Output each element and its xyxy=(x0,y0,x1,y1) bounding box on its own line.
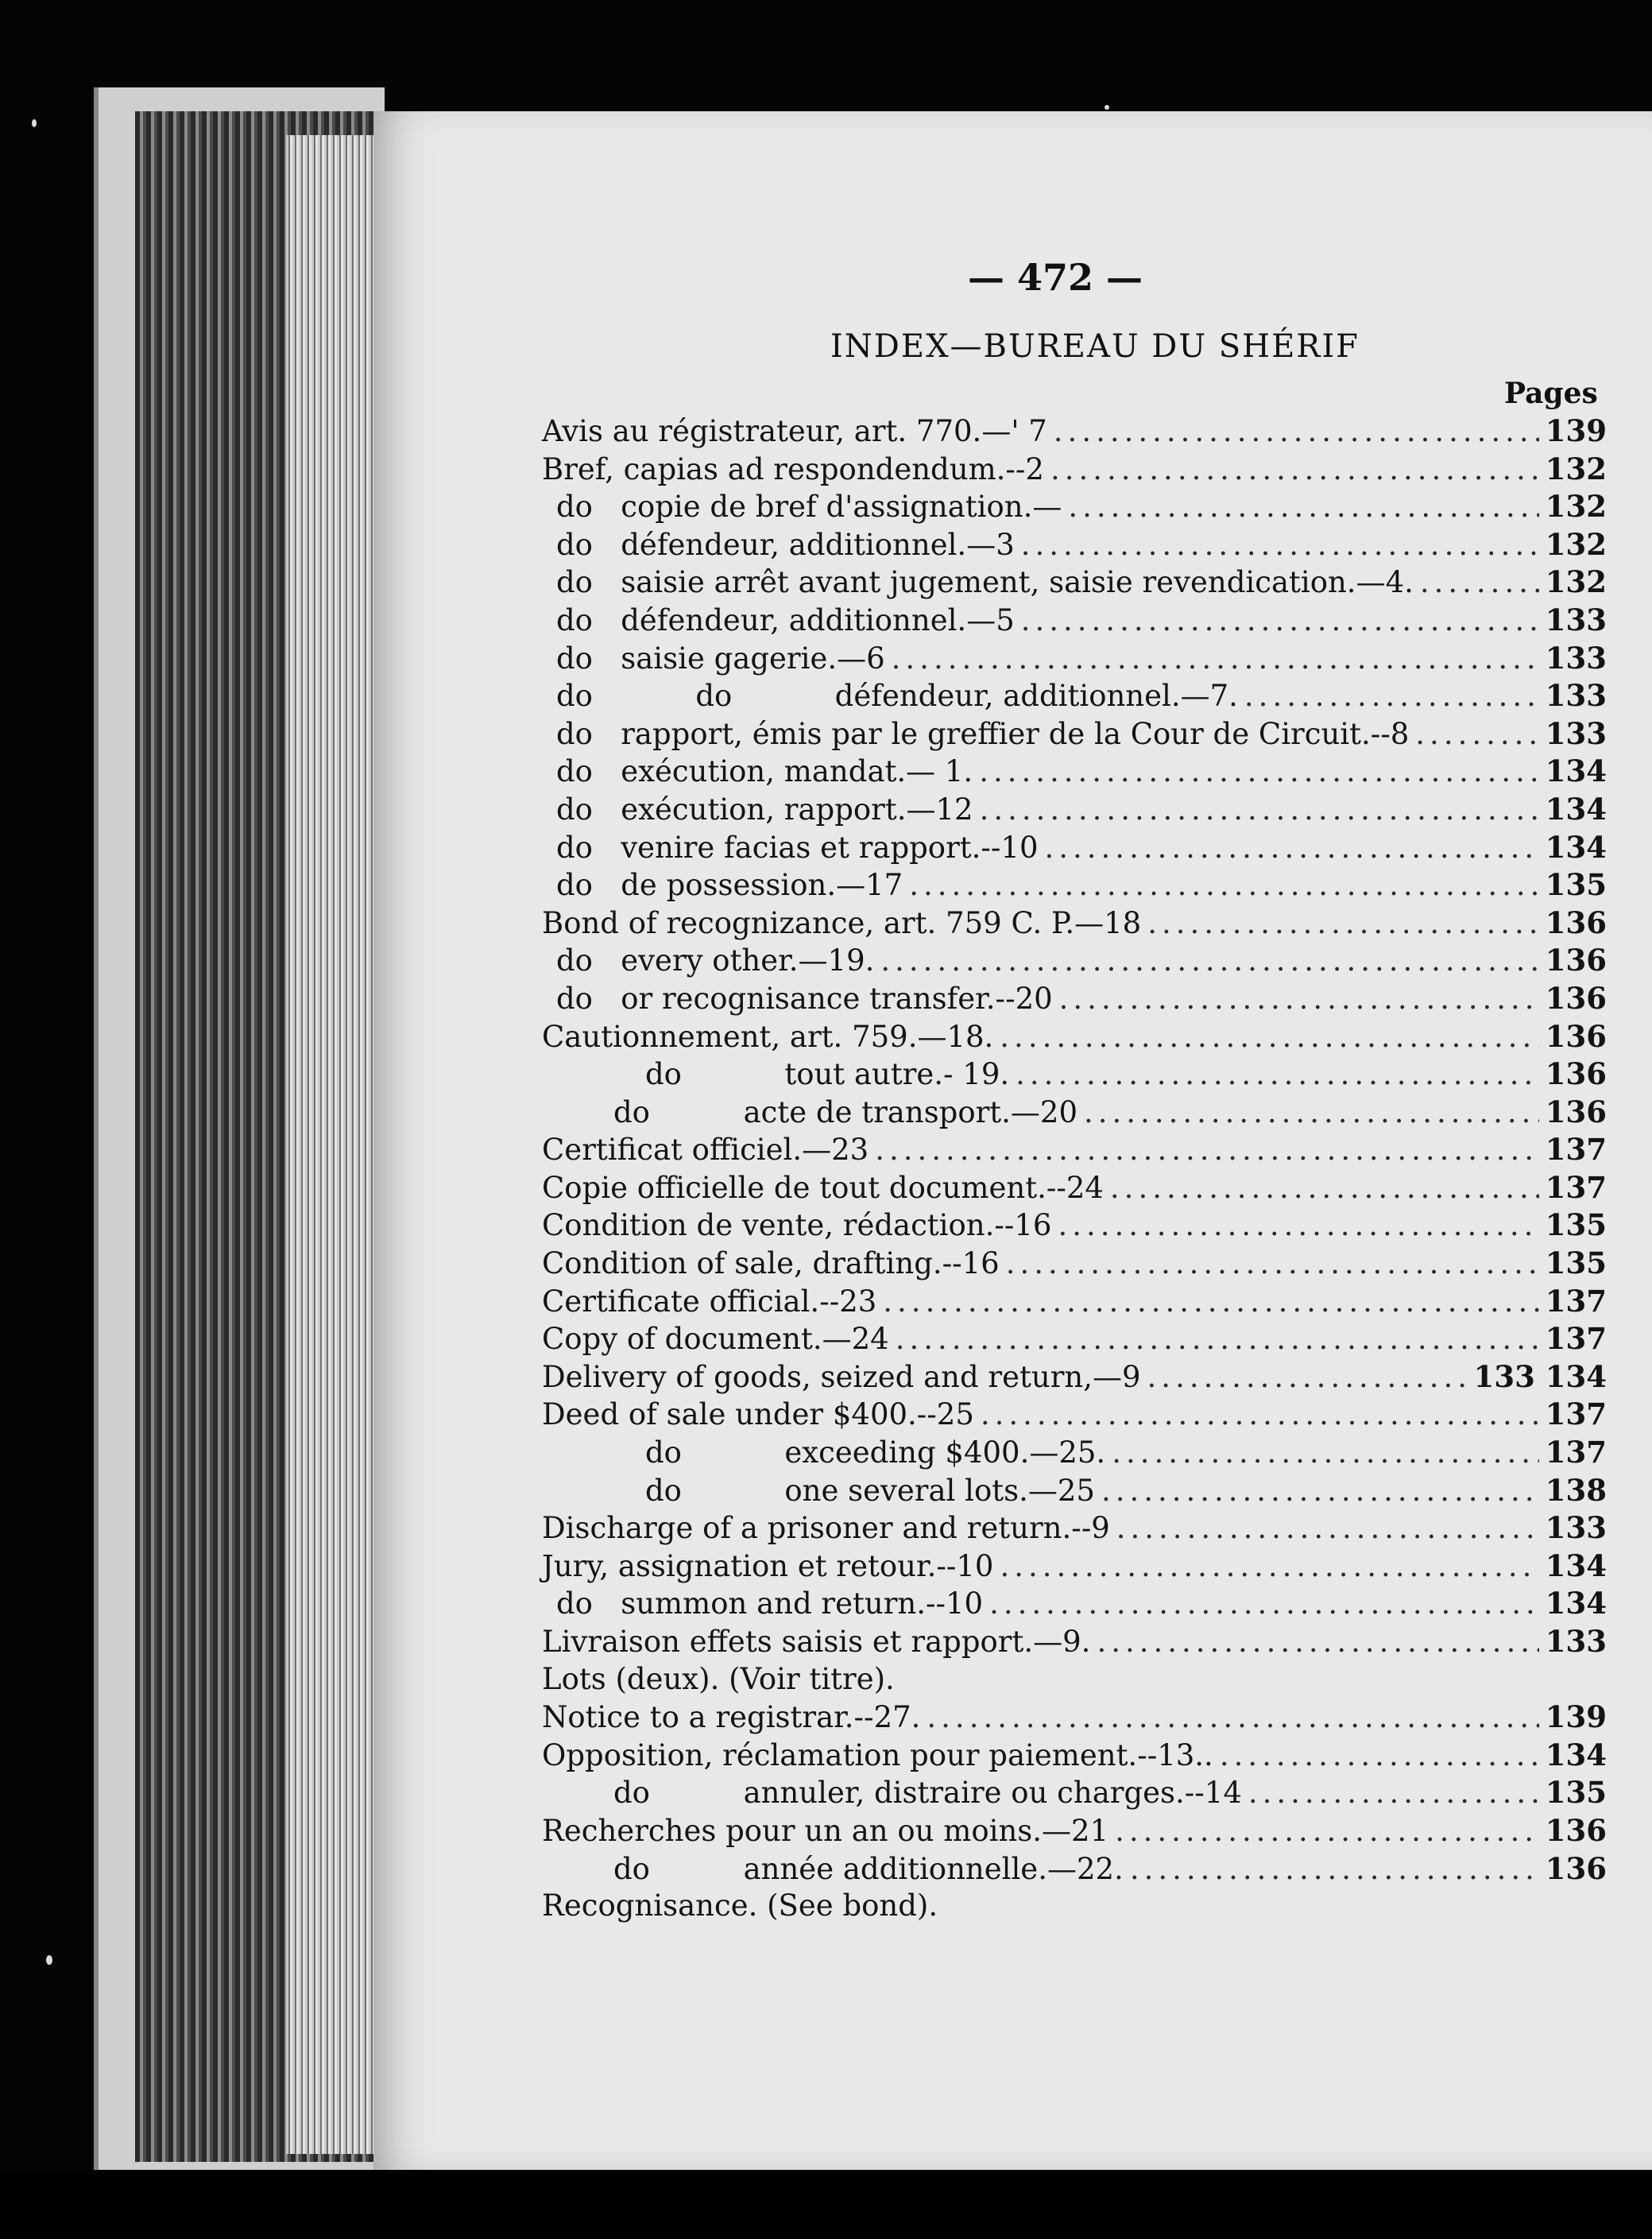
dot-leader xyxy=(1016,1057,1539,1091)
dust-speck xyxy=(46,1955,52,1965)
entry-text: Certificat officiel.—23 xyxy=(542,1133,869,1168)
entry-page: 132 xyxy=(1545,526,1607,562)
dot-leader xyxy=(892,641,1539,676)
index-entry xyxy=(542,716,1607,754)
dot-leader xyxy=(979,754,1539,788)
entry-text: do tout autre.- 19. xyxy=(645,1057,1010,1092)
entry-text: do saisie gagerie.—6 xyxy=(556,641,885,676)
index-entry xyxy=(542,1019,1607,1057)
entry-page: 134 xyxy=(1545,829,1607,865)
index-entry xyxy=(542,1510,1607,1548)
entry-text: do do défendeur, additionnel.—7. xyxy=(556,679,1238,714)
dot-leader xyxy=(1112,1435,1539,1470)
entry-text: do de possession.—17 xyxy=(556,868,903,903)
entry-text: do venire facias et rapport.--10 xyxy=(556,830,1039,865)
index-entry xyxy=(542,943,1607,981)
entry-page: 133 xyxy=(1545,602,1607,637)
entry-page: 134 xyxy=(1545,753,1607,789)
entry-text: Copie officielle de tout document.--24 xyxy=(542,1170,1104,1205)
entry-text: Jury, assignation et retour.--10 xyxy=(542,1548,994,1583)
dot-leader xyxy=(1068,490,1538,524)
entry-page: 137 xyxy=(1545,1169,1607,1205)
entry-page: 139 xyxy=(1545,413,1607,448)
entry-text: Bond of recognizance, art. 759 C. P.—18 xyxy=(542,905,1142,940)
entry-text: do or recognisance transfer.--20 xyxy=(556,981,1053,1016)
dot-leader xyxy=(880,943,1538,978)
bottom-band xyxy=(0,2170,1652,2239)
entry-text: Bref, capias ad respondendum.--2 xyxy=(542,451,1044,486)
entry-page: 133 xyxy=(1545,1624,1607,1659)
dot-leader xyxy=(927,1700,1538,1734)
dot-leader xyxy=(1084,1095,1539,1129)
entry-text: do exceeding $400.—25. xyxy=(645,1435,1106,1470)
index-entry xyxy=(542,1851,1607,1889)
index-entry xyxy=(542,527,1607,565)
index-entry xyxy=(542,830,1607,868)
index-entry xyxy=(542,1396,1607,1435)
entry-page: 138 xyxy=(1545,1472,1607,1508)
entry-page: 136 xyxy=(1545,1094,1607,1129)
dust-speck xyxy=(32,119,37,127)
entry-page: 132 xyxy=(1545,489,1607,525)
entry-page: 136 xyxy=(1545,943,1607,978)
dot-leader xyxy=(981,1397,1539,1431)
dot-leader xyxy=(1244,679,1539,713)
entry-text: do copie de bref d'assignation.— xyxy=(556,490,1062,525)
entry-page: 133 xyxy=(1545,678,1607,714)
entry-page: 137 xyxy=(1545,1321,1607,1357)
entry-page: 136 xyxy=(1545,1018,1607,1054)
dot-leader xyxy=(1147,1360,1468,1394)
entry-text: do saisie arrêt avant jugement, saisie revendication.—4. xyxy=(556,565,1414,600)
dot-leader xyxy=(1248,1776,1539,1810)
index-entry xyxy=(542,1888,1607,1927)
index-entry xyxy=(542,1359,1607,1397)
fore-edge xyxy=(286,135,373,2154)
dot-leader xyxy=(1097,1625,1538,1659)
entry-page: 137 xyxy=(1545,1435,1607,1470)
entry-text: Opposition, réclamation pour paiement.--13.. xyxy=(542,1737,1213,1772)
index-entry xyxy=(542,1813,1607,1851)
index-entry xyxy=(542,1624,1607,1662)
entry-page: 135 xyxy=(1545,1775,1607,1811)
dot-leader xyxy=(909,868,1539,902)
dot-leader xyxy=(1054,414,1539,448)
entry-text: do défendeur, additionnel.—5 xyxy=(556,602,1015,637)
index-entry xyxy=(542,1435,1607,1473)
dot-leader xyxy=(875,1133,1539,1167)
entry-text: Lots (deux). (Voir titre). xyxy=(542,1661,895,1696)
dot-leader xyxy=(1000,1020,1538,1054)
entry-page: 134 xyxy=(1545,1548,1607,1583)
index-entry xyxy=(542,981,1607,1019)
index-entry xyxy=(542,678,1607,716)
index-entry xyxy=(542,1737,1607,1776)
index-entry xyxy=(542,1321,1607,1359)
dot-leader xyxy=(1000,1549,1538,1583)
entry-text: Discharge of a prisoner and return.--9 xyxy=(542,1511,1110,1546)
entry-text: do every other.—19. xyxy=(556,943,875,978)
entry-page: 133 xyxy=(1545,1510,1607,1546)
index-entry xyxy=(542,753,1607,792)
index-entry xyxy=(542,1056,1607,1094)
entry-page: 136 xyxy=(1545,1850,1607,1886)
index-entry xyxy=(542,1094,1607,1133)
entry-text: do année additionnelle.—22. xyxy=(613,1851,1124,1886)
entry-text: do exécution, rapport.—12 xyxy=(556,792,973,827)
entry-page: 135 xyxy=(1545,867,1607,903)
entry-text: Avis au régistrateur, art. 770.—' 7 xyxy=(542,414,1047,448)
index-entry xyxy=(542,451,1607,490)
dot-leader xyxy=(1220,1738,1539,1772)
entry-page: 136 xyxy=(1545,1812,1607,1848)
entry-text: Certificate official.--23 xyxy=(542,1284,877,1319)
index-entry xyxy=(542,413,1607,451)
entry-text: Recognisance. (See bond). xyxy=(542,1888,938,1923)
entry-page: 139 xyxy=(1545,1699,1607,1735)
dot-leader xyxy=(1058,1208,1538,1242)
entry-page: 133 xyxy=(1545,715,1607,751)
dot-leader xyxy=(1050,452,1539,486)
dot-leader xyxy=(1006,1246,1539,1280)
entry-page: 135 xyxy=(1545,1245,1607,1281)
dot-leader xyxy=(1110,1171,1539,1205)
index-entry xyxy=(542,1473,1607,1511)
entry-page: 134 xyxy=(1545,1586,1607,1621)
entry-text: Copy of document.—24 xyxy=(542,1322,889,1357)
index-entry xyxy=(542,564,1607,602)
entry-page: 132 xyxy=(1545,564,1607,600)
index-entry xyxy=(542,1284,1607,1322)
entry-page: 133 134 xyxy=(1473,1358,1607,1394)
dot-leader xyxy=(1021,603,1539,637)
index-entry xyxy=(542,1548,1607,1586)
index-list xyxy=(542,413,1607,1927)
index-entry xyxy=(542,489,1607,527)
entry-page: 137 xyxy=(1545,1283,1607,1319)
page-title: INDEX—BUREAU DU SHÉRIF xyxy=(830,328,1360,365)
entry-page: 134 xyxy=(1545,1737,1607,1772)
index-entry xyxy=(542,1586,1607,1624)
entry-text: Deed of sale under $400.--25 xyxy=(542,1397,974,1432)
index-entry xyxy=(542,792,1607,830)
dot-leader xyxy=(896,1322,1539,1356)
index-entry xyxy=(542,905,1607,943)
index-entry xyxy=(542,1207,1607,1245)
entry-text: Livraison effets saisis et rapport.—9. xyxy=(542,1625,1091,1659)
index-entry xyxy=(542,867,1607,905)
index-entry xyxy=(542,1170,1607,1208)
dot-leader xyxy=(1021,528,1539,562)
entry-page: 133 xyxy=(1545,640,1607,676)
dot-leader xyxy=(1116,1511,1539,1545)
dot-leader xyxy=(1420,565,1539,599)
index-entry xyxy=(542,641,1607,679)
entry-text: do exécution, mandat.— 1. xyxy=(556,754,973,789)
index-entry xyxy=(542,1699,1607,1737)
entry-text: do rapport, émis par le greffier de la Cour de Circuit.--8 xyxy=(556,716,1410,751)
dot-leader xyxy=(1045,831,1539,865)
index-entry xyxy=(542,1775,1607,1813)
entry-page: 134 xyxy=(1545,791,1607,827)
page-number: — 472 — xyxy=(968,256,1143,299)
entry-text: Condition of sale, drafting.--16 xyxy=(542,1246,1000,1281)
entry-text: do annuler, distraire ou charges.--14 xyxy=(613,1776,1242,1811)
entry-text: Condition de vente, rédaction.--16 xyxy=(542,1208,1052,1243)
entry-page: 132 xyxy=(1545,451,1607,486)
entry-page: 135 xyxy=(1545,1207,1607,1243)
dot-leader xyxy=(989,1586,1539,1621)
index-entry xyxy=(542,1245,1607,1284)
entry-page: 136 xyxy=(1545,905,1607,940)
dot-leader xyxy=(1115,1814,1539,1848)
dot-leader xyxy=(980,792,1539,827)
entry-text: Cautionnement, art. 759.—18. xyxy=(542,1019,994,1054)
dot-leader xyxy=(1101,1474,1539,1508)
dot-leader xyxy=(1130,1852,1539,1886)
pages-column-header: Pages xyxy=(1504,377,1598,410)
entry-text: do summon and return.--10 xyxy=(556,1586,984,1621)
entry-page: 136 xyxy=(1545,980,1607,1016)
entry-text: do one several lots.—25 xyxy=(645,1473,1095,1508)
dot-leader xyxy=(883,1284,1538,1319)
dot-leader xyxy=(1059,982,1539,1016)
entry-text: Notice to a registrar.--27. xyxy=(542,1700,921,1735)
dot-leader xyxy=(1147,906,1539,940)
entry-text: do acte de transport.—20 xyxy=(613,1094,1078,1129)
dot-leader xyxy=(1415,717,1538,751)
entry-text: Recherches pour un an ou moins.—21 xyxy=(542,1813,1109,1848)
index-entry xyxy=(542,1662,1607,1700)
entry-text: Delivery of goods, seized and return,—9 xyxy=(542,1359,1141,1394)
index-entry xyxy=(542,602,1607,641)
entry-text: do défendeur, additionnel.—3 xyxy=(556,527,1015,562)
dust-speck xyxy=(1105,105,1109,110)
index-entry xyxy=(542,1132,1607,1170)
entry-page: 137 xyxy=(1545,1396,1607,1432)
entry-page: 137 xyxy=(1545,1132,1607,1168)
entry-page: 136 xyxy=(1545,1056,1607,1092)
